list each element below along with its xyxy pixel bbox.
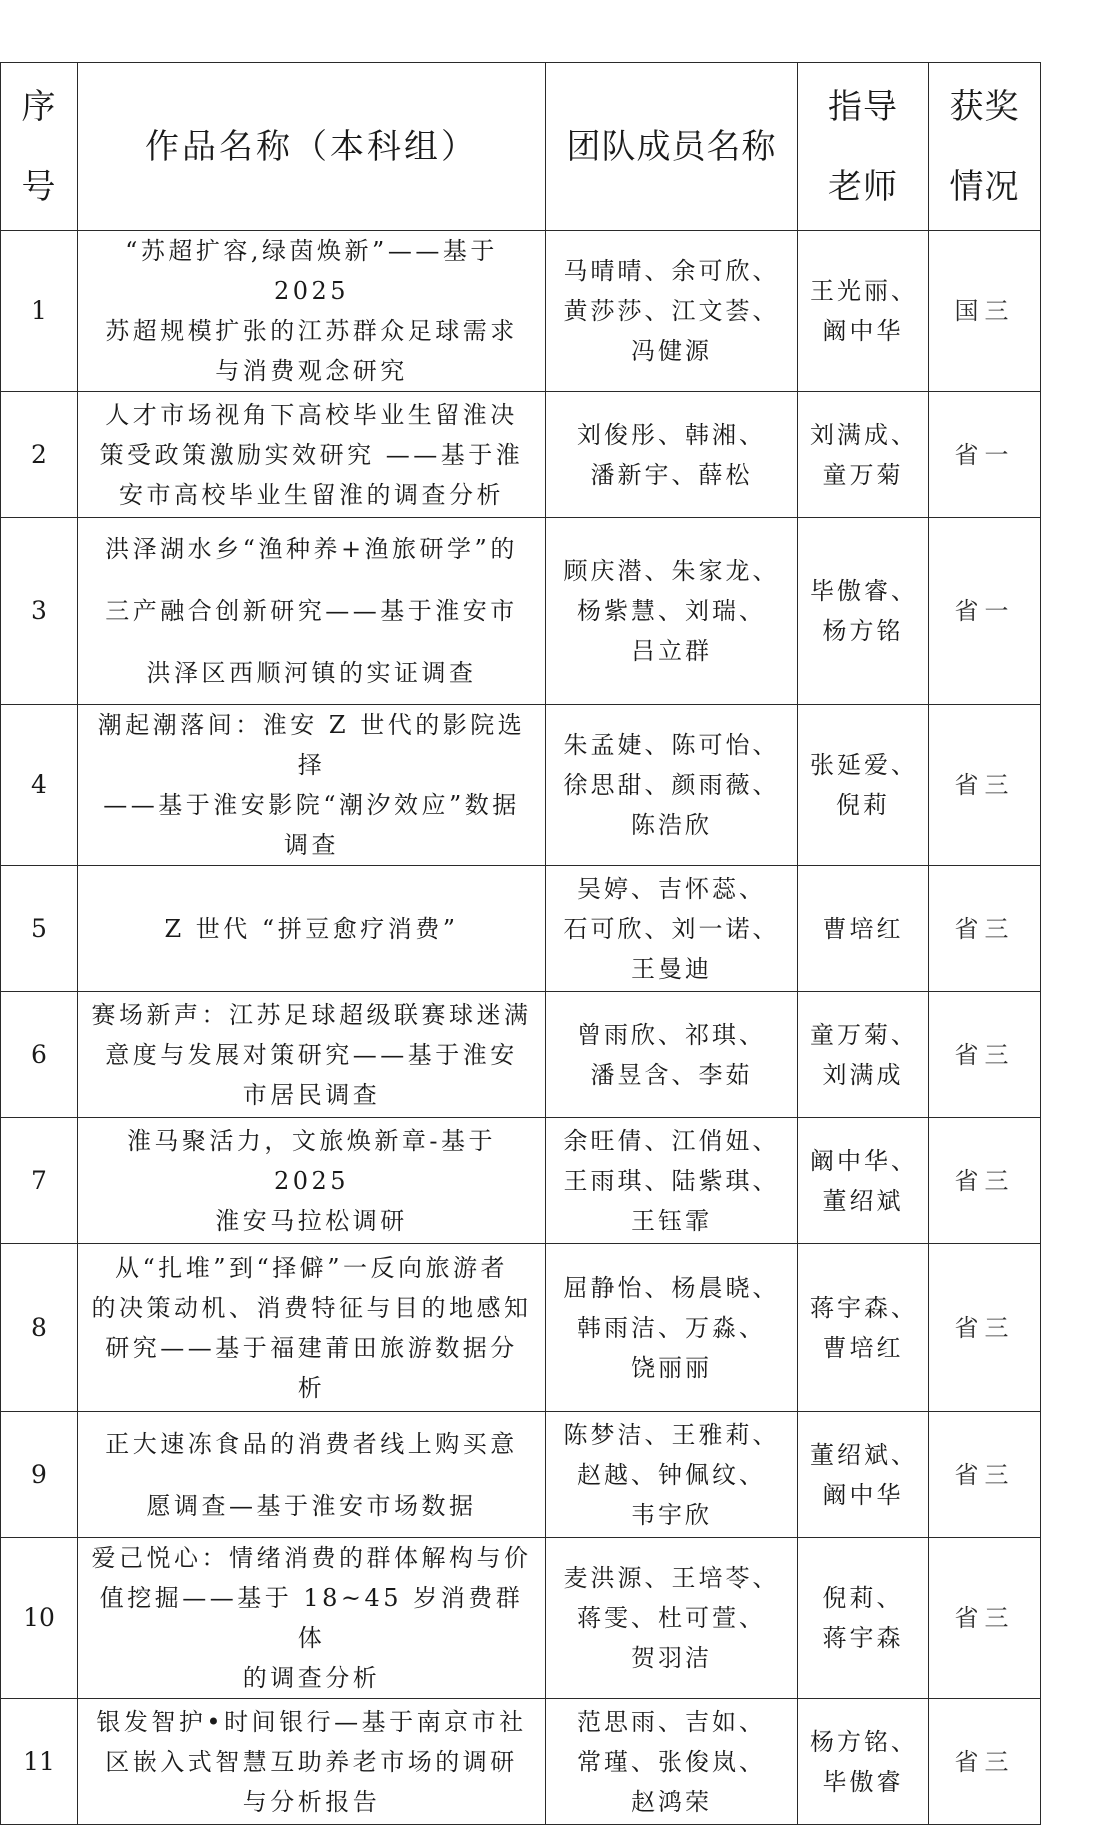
row-team-line: 麦洪源、王培苓、 <box>563 1564 780 1592</box>
row-team <box>546 518 798 705</box>
row-index: 3 <box>1 518 78 705</box>
row-teacher-line: 倪莉、 <box>822 1584 904 1612</box>
table-row <box>1 1244 1041 1412</box>
row-team <box>546 392 798 518</box>
row-team-line: 潘昱含、李茹 <box>590 1060 753 1089</box>
row-award: 省三 <box>929 1538 1041 1699</box>
table-row <box>1 1412 1041 1538</box>
row-team <box>546 866 798 992</box>
row-award: 省三 <box>929 866 1041 992</box>
row-teacher <box>798 1244 929 1412</box>
row-title-line: 的决策动机、消费特征与目的地感知 <box>91 1293 532 1322</box>
row-teacher-line: 刘满成、 <box>810 420 918 449</box>
row-team <box>546 1118 798 1244</box>
row-index: 6 <box>1 992 78 1118</box>
row-team-line: 余旺倩、江俏妞、 <box>563 1126 780 1155</box>
row-team-line: 石可欣、刘一诺、 <box>563 914 780 943</box>
row-title-line: 安市高校毕业生留淮的调查分析 <box>119 480 504 509</box>
row-title-line: 值挖掘——基于 18~45 岁消费群体 <box>99 1584 524 1652</box>
row-teacher-line: 阚中华、 <box>810 1146 918 1175</box>
row-award: 省三 <box>929 992 1041 1118</box>
row-team-line: 朱孟婕、陈可怡、 <box>563 731 780 759</box>
row-team-line: 吕立群 <box>631 637 712 665</box>
header-award: 获奖 情况 <box>929 63 1041 231</box>
row-index: 4 <box>1 705 78 866</box>
row-title <box>78 705 546 866</box>
row-team-line: 刘俊彤、韩湘、 <box>577 420 766 449</box>
row-title-line: 洪泽区西顺河镇的实证调查 <box>146 659 477 687</box>
row-title-line: 人才市场视角下高校毕业生留淮决 <box>105 400 518 429</box>
row-index: 7 <box>1 1118 78 1244</box>
row-index: 2 <box>1 392 78 518</box>
row-teacher-line: 蒋宇森 <box>822 1624 904 1652</box>
row-team-line: 冯健源 <box>631 337 712 365</box>
row-index: 10 <box>1 1538 78 1699</box>
row-team-line: 顾庆潜、朱家龙、 <box>563 557 780 585</box>
row-title-line: 正大速冻食品的消费者线上购买意 <box>105 1429 518 1458</box>
row-title-line: 苏超规模扩张的江苏群众足球需求 <box>105 317 518 345</box>
row-index: 8 <box>1 1244 78 1412</box>
row-title <box>78 866 546 992</box>
row-team <box>546 992 798 1118</box>
row-title <box>78 392 546 518</box>
row-team-line: 徐思甜、颜雨薇、 <box>563 771 780 799</box>
row-team <box>546 231 798 392</box>
row-team-line: 韦宇欣 <box>631 1500 712 1529</box>
row-award: 省三 <box>929 705 1041 866</box>
row-index: 1 <box>1 231 78 392</box>
row-team-line: 王雨琪、陆紫琪、 <box>563 1166 780 1195</box>
row-title-line: 潮起潮落间：淮安 Z 世代的影院选择 <box>97 711 526 779</box>
row-team <box>546 1699 798 1825</box>
row-team-line: 常瑾、张俊岚、 <box>577 1747 766 1776</box>
row-teacher-line: 毕傲睿 <box>822 1767 904 1796</box>
row-title-line: 策受政策激励实效研究 ——基于淮 <box>99 440 524 469</box>
row-team-line: 饶丽丽 <box>631 1353 712 1382</box>
row-teacher-line: 曹培红 <box>822 914 904 943</box>
row-title-line: 区嵌入式智慧互助养老市场的调研 <box>105 1747 518 1776</box>
row-index: 5 <box>1 866 78 992</box>
row-team-line: 蒋雯、杜可萱、 <box>577 1604 766 1632</box>
row-teacher-line: 董绍斌 <box>822 1186 904 1215</box>
row-team-line: 杨紫慧、刘瑞、 <box>577 597 766 625</box>
row-teacher-line: 张延爱、 <box>810 751 918 779</box>
row-title-line: 析 <box>297 1373 326 1402</box>
row-title-line: 与消费观念研究 <box>215 357 408 385</box>
row-teacher <box>798 992 929 1118</box>
row-team-line: 贺羽洁 <box>631 1644 712 1672</box>
row-teacher-line: 阚中华 <box>822 317 904 345</box>
row-award: 省三 <box>929 1118 1041 1244</box>
row-team-line: 曾雨欣、祁琪、 <box>577 1020 766 1049</box>
row-title-line: 与分析报告 <box>242 1787 381 1816</box>
row-title <box>78 1412 546 1538</box>
table-row <box>1 1699 1041 1825</box>
row-teacher <box>798 1538 929 1699</box>
row-team-line: 吴婷、吉怀蕊、 <box>577 874 766 903</box>
table-row <box>1 1538 1041 1699</box>
row-title-line: 爱己悦心：情绪消费的群体解构与价 <box>91 1544 532 1572</box>
awards-document <box>0 62 1040 1825</box>
header-team: 团队成员名称 <box>546 63 798 231</box>
row-teacher <box>798 1699 929 1825</box>
header-teacher: 指导 老师 <box>798 63 929 231</box>
row-team-line: 陈梦洁、王雅莉、 <box>563 1420 780 1449</box>
row-team <box>546 705 798 866</box>
row-team-line: 范思雨、吉如、 <box>577 1707 766 1736</box>
row-teacher-line: 蒋宇森、 <box>810 1293 918 1322</box>
table-row <box>1 705 1041 866</box>
row-title <box>78 518 546 705</box>
row-team-line: 赵越、钟佩纹、 <box>577 1460 766 1489</box>
row-teacher <box>798 1118 929 1244</box>
row-title-line: 银发智护•时间银行—基于南京市社 <box>96 1707 527 1736</box>
row-title-line: 的调查分析 <box>242 1664 381 1692</box>
row-team <box>546 1244 798 1412</box>
table-row <box>1 231 1041 392</box>
row-title <box>78 1244 546 1412</box>
row-title-line: 市居民调查 <box>242 1080 381 1109</box>
row-teacher <box>798 866 929 992</box>
row-team-line: 王钰霏 <box>631 1206 712 1235</box>
awards-table <box>0 62 1041 1825</box>
row-award: 省一 <box>929 518 1041 705</box>
row-team-line: 马晴晴、余可欣、 <box>563 257 780 285</box>
row-title-line: 淮马聚活力，文旅焕新章-基于 2025 <box>126 1126 497 1195</box>
table-row <box>1 392 1041 518</box>
table-header-row <box>1 63 1041 231</box>
row-team-line: 王曼迪 <box>631 954 712 983</box>
row-title-line: 洪泽湖水乡“渔种养+渔旅研学”的 <box>105 535 518 563</box>
row-teacher <box>798 705 929 866</box>
row-title-line: 从“扎堆”到“择僻”一反向旅游者 <box>114 1253 509 1282</box>
row-team-line: 赵鸿荣 <box>631 1787 712 1816</box>
header-index: 序 号 <box>1 63 78 231</box>
row-teacher-line: 王光丽、 <box>810 277 918 305</box>
row-index: 9 <box>1 1412 78 1538</box>
row-teacher-line: 刘满成 <box>822 1060 904 1089</box>
row-title <box>78 992 546 1118</box>
table-row <box>1 992 1041 1118</box>
row-title-line: 研究——基于福建莆田旅游数据分 <box>105 1333 518 1362</box>
table-body <box>1 231 1041 1825</box>
row-team-line: 韩雨洁、万淼、 <box>577 1313 766 1342</box>
table-row <box>1 1118 1041 1244</box>
row-teacher-line: 倪莉 <box>836 791 890 819</box>
row-teacher-line: 童万菊 <box>822 460 904 489</box>
row-index: 11 <box>1 1699 78 1825</box>
row-title-line: 愿调查—基于淮安市场数据 <box>146 1491 477 1520</box>
row-teacher-line: 童万菊、 <box>810 1020 918 1049</box>
row-team <box>546 1412 798 1538</box>
row-teacher-line: 杨方铭 <box>822 617 904 645</box>
row-title-line: ——基于淮安影院“潮汐效应”数据 <box>103 791 520 819</box>
row-teacher <box>798 518 929 705</box>
row-teacher-line: 曹培红 <box>822 1333 904 1362</box>
row-teacher <box>798 231 929 392</box>
row-team-line: 陈浩欣 <box>631 811 712 839</box>
row-teacher <box>798 392 929 518</box>
row-team-line: 潘新宇、薛松 <box>590 460 753 489</box>
row-title <box>78 1538 546 1699</box>
row-title-line: 三产融合创新研究——基于淮安市 <box>105 597 518 625</box>
header-title: 作品名称（本科组） <box>78 63 546 231</box>
table-row <box>1 518 1041 705</box>
row-teacher-line: 阚中华 <box>822 1480 904 1509</box>
row-award: 省三 <box>929 1699 1041 1825</box>
row-award: 省三 <box>929 1412 1041 1538</box>
row-award: 省三 <box>929 1244 1041 1412</box>
row-teacher <box>798 1412 929 1538</box>
row-title-line: 意度与发展对策研究——基于淮安 <box>105 1040 518 1069</box>
row-team-line: 屈静怡、杨晨晓、 <box>563 1273 780 1302</box>
row-title-line: 调查 <box>284 831 339 859</box>
row-teacher-line: 杨方铭、 <box>810 1727 918 1756</box>
row-title-line: 淮安马拉松调研 <box>215 1206 408 1235</box>
table-row <box>1 866 1041 992</box>
row-title <box>78 1699 546 1825</box>
row-teacher-line: 毕傲睿、 <box>810 577 918 605</box>
row-team <box>546 1538 798 1699</box>
row-award: 省一 <box>929 392 1041 518</box>
row-title-line: 赛场新声：江苏足球超级联赛球迷满 <box>91 1000 532 1029</box>
row-team-line: 黄莎莎、江文荟、 <box>563 297 780 325</box>
row-teacher-line: 董绍斌、 <box>810 1440 918 1469</box>
row-title-line: Z 世代 “拼豆愈疗消费” <box>164 914 459 943</box>
row-award: 国三 <box>929 231 1041 392</box>
row-title-line: “苏超扩容,绿茵焕新”——基于 2025 <box>125 237 498 305</box>
row-title <box>78 231 546 392</box>
row-title <box>78 1118 546 1244</box>
